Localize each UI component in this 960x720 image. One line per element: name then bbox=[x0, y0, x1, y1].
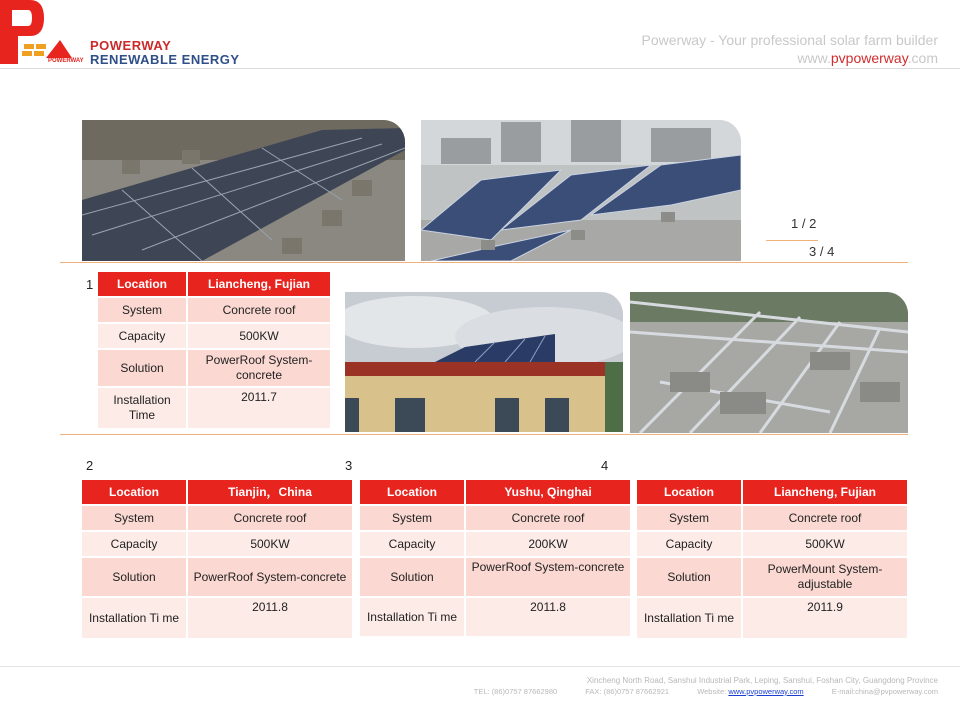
header-website[interactable] bbox=[797, 50, 938, 66]
logo-small-text: POWERWAY bbox=[48, 58, 84, 64]
table-row bbox=[98, 298, 330, 322]
footer-email: E-mail:china@pvpowerway.com bbox=[831, 687, 938, 696]
row-value: 200KW bbox=[466, 532, 630, 556]
row-value: Concrete roof bbox=[188, 506, 352, 530]
row-value: 2011.9 bbox=[743, 598, 907, 638]
table-row bbox=[637, 532, 907, 556]
project-number-2: 2 bbox=[86, 458, 94, 473]
table-row bbox=[360, 558, 630, 596]
table-row bbox=[637, 506, 907, 530]
spec-table-project-2 bbox=[82, 478, 352, 640]
row-key: Solution bbox=[637, 558, 743, 596]
footer-tel: TEL: (86)0757 87662980 bbox=[473, 687, 558, 696]
row-value: 500KW bbox=[188, 324, 330, 348]
header-key: Location bbox=[82, 480, 188, 504]
row-key: System bbox=[637, 506, 743, 530]
table-row bbox=[98, 350, 330, 386]
row-key: Capacity bbox=[637, 532, 743, 556]
photo-project-1b bbox=[421, 120, 741, 261]
header-value: Liancheng, Fujian bbox=[743, 480, 907, 504]
row-key: Capacity bbox=[360, 532, 466, 556]
website-brand: pvpowerway bbox=[830, 50, 908, 66]
pager-page-1-2[interactable]: 1 / 2 bbox=[791, 216, 817, 231]
row-value: PowerRoof System-concrete bbox=[188, 350, 330, 386]
row-value: 2011.8 bbox=[188, 598, 352, 638]
header-value: Liancheng, Fujian bbox=[188, 272, 330, 296]
website-prefix: www. bbox=[797, 50, 831, 66]
row-key: Solution bbox=[82, 558, 188, 596]
table-row bbox=[82, 598, 352, 638]
table-row bbox=[637, 480, 907, 504]
footer-divider bbox=[0, 666, 960, 667]
photo-project-4 bbox=[630, 292, 908, 433]
table-row bbox=[360, 598, 630, 636]
footer-address: Xincheng North Road, Sanshui Industrial Park, Leping, Sanshui, Foshan City, Guangdong Province bbox=[586, 676, 938, 685]
row-key: Installation Time bbox=[98, 388, 188, 428]
footer-website-label: Website: bbox=[697, 687, 727, 696]
header-key: Location bbox=[98, 272, 188, 296]
row-value: PowerMount System-adjustable bbox=[743, 558, 907, 596]
header-divider bbox=[0, 68, 960, 69]
footer-website-link[interactable]: www.pvpowerway.com bbox=[728, 687, 804, 696]
row-value: 500KW bbox=[743, 532, 907, 556]
spec-table-project-4 bbox=[637, 478, 907, 640]
project-number-4: 4 bbox=[601, 458, 609, 473]
row-key: System bbox=[360, 506, 466, 530]
pager-page-3-4[interactable]: 3 / 4 bbox=[809, 244, 835, 259]
brand-subtitle: RENEWABLE ENERGY bbox=[90, 52, 240, 67]
table-row bbox=[637, 558, 907, 596]
section-divider-middle bbox=[60, 434, 908, 435]
row-key: Installation Ti me bbox=[82, 598, 188, 638]
photo-project-1a bbox=[82, 120, 405, 261]
photo-project-3 bbox=[345, 292, 623, 432]
table-row bbox=[82, 480, 352, 504]
row-value: PowerRoof System-concrete bbox=[188, 558, 352, 596]
footer-fax: FAX: (86)0757 87662921 bbox=[585, 687, 670, 696]
table-row bbox=[360, 506, 630, 530]
table-row bbox=[98, 272, 330, 296]
row-value: 2011.7 bbox=[188, 388, 330, 428]
row-key: Solution bbox=[360, 558, 466, 596]
row-key: Capacity bbox=[98, 324, 188, 348]
project-number-3: 3 bbox=[345, 458, 353, 473]
row-value: Concrete roof bbox=[743, 506, 907, 530]
section-divider-top bbox=[60, 262, 908, 263]
header-tagline: Powerway - Your professional solar farm builder bbox=[641, 32, 938, 48]
table-row bbox=[98, 388, 330, 428]
row-value: Concrete roof bbox=[466, 506, 630, 530]
table-row bbox=[98, 324, 330, 348]
row-value: 2011.8 bbox=[466, 598, 630, 636]
table-row bbox=[360, 532, 630, 556]
company-logo bbox=[0, 0, 86, 66]
header-value: Yushu, Qinghai bbox=[466, 480, 630, 504]
row-key: System bbox=[98, 298, 188, 322]
table-row bbox=[637, 598, 907, 638]
header-value: Tianjin，China bbox=[188, 480, 352, 504]
row-key: Capacity bbox=[82, 532, 188, 556]
row-key: Solution bbox=[98, 350, 188, 386]
pager-underline bbox=[766, 240, 818, 241]
row-key: System bbox=[82, 506, 188, 530]
spec-table-project-1 bbox=[98, 270, 330, 430]
table-row bbox=[82, 558, 352, 596]
row-value: 500KW bbox=[188, 532, 352, 556]
table-row bbox=[82, 506, 352, 530]
row-value: Concrete roof bbox=[188, 298, 330, 322]
row-key: Installation Ti me bbox=[360, 598, 466, 636]
header-key: Location bbox=[637, 480, 743, 504]
row-value: PowerRoof System-concrete bbox=[466, 558, 630, 596]
project-number-1: 1 bbox=[86, 277, 94, 292]
footer-contacts bbox=[448, 687, 938, 696]
table-row bbox=[82, 532, 352, 556]
brand-name: POWERWAY bbox=[90, 38, 172, 53]
row-key: Installation Ti me bbox=[637, 598, 743, 638]
website-suffix: .com bbox=[907, 50, 938, 66]
table-row bbox=[360, 480, 630, 504]
header-key: Location bbox=[360, 480, 466, 504]
spec-table-project-3 bbox=[360, 478, 630, 638]
